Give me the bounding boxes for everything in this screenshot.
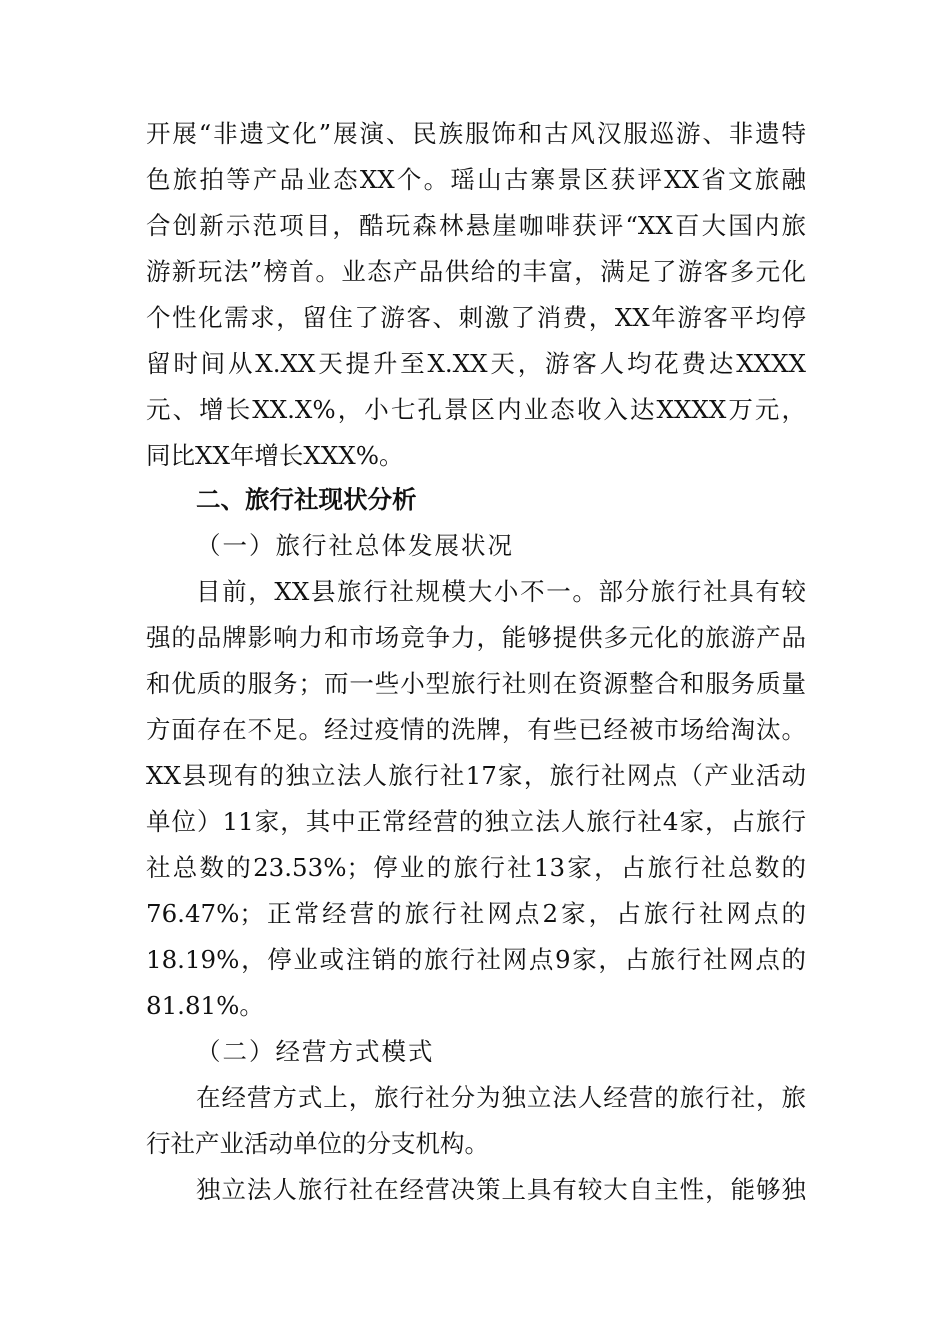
body-text-line: 合创新示范项目，酷玩森林悬崖咖啡获评“XX百大国内旅: [146, 211, 806, 240]
body-text-line: 游新玩法”榜首。业态产品供给的丰富，满足了游客多元化: [146, 257, 806, 286]
body-text-line: 元、增长XX.X%，小七孔景区内业态收入达XXXX万元，: [146, 395, 806, 424]
body-text-line: 个性化需求，留住了游客、刺激了消费，XX年游客平均停: [146, 303, 806, 332]
body-text-line: XX县现有的独立法人旅行社17家，旅行社网点（产业活动: [146, 761, 806, 790]
body-text-line: 18.19%，停业或注销的旅行社网点9家，占旅行社网点的: [146, 945, 806, 974]
body-text-line: 独立法人旅行社在经营决策上具有较大自主性，能够独: [196, 1175, 806, 1204]
section-heading: 二、旅行社现状分析: [196, 485, 417, 514]
body-text-line: 色旅拍等产品业态XX个。瑶山古寨景区获评XX省文旅融: [146, 165, 806, 194]
body-text-line: 方面存在不足。经过疫情的洗牌，有些已经被市场给淘汰。: [146, 715, 806, 744]
body-text-line: 行社产业活动单位的分支机构。: [146, 1129, 489, 1158]
body-text-line: 强的品牌影响力和市场竞争力，能够提供多元化的旅游产品: [146, 623, 806, 652]
body-text-line: 社总数的23.53%；停业的旅行社13家，占旅行社总数的: [146, 853, 806, 882]
subsection-heading: （二）经营方式模式: [196, 1037, 435, 1066]
body-text-line: 76.47%；正常经营的旅行社网点2家，占旅行社网点的: [146, 899, 806, 928]
body-text-line: 同比XX年增长XXX%。: [146, 441, 404, 470]
body-text-line: 在经营方式上，旅行社分为独立法人经营的旅行社，旅: [196, 1083, 806, 1112]
body-text-line: 开展“非遗文化”展演、民族服饰和古风汉服巡游、非遗特: [146, 119, 806, 148]
body-text-line: 81.81%。: [146, 991, 264, 1020]
body-text-line: 目前，XX县旅行社规模大小不一。部分旅行社具有较: [196, 577, 806, 606]
subsection-heading: （一）旅行社总体发展状况: [196, 531, 514, 560]
body-text-line: 单位）11家，其中正常经营的独立法人旅行社4家，占旅行: [146, 807, 806, 836]
body-text-line: 和优质的服务；而一些小型旅行社则在资源整合和服务质量: [146, 669, 806, 698]
body-text-line: 留时间从X.XX天提升至X.XX天，游客人均花费达XXXX: [146, 349, 806, 378]
